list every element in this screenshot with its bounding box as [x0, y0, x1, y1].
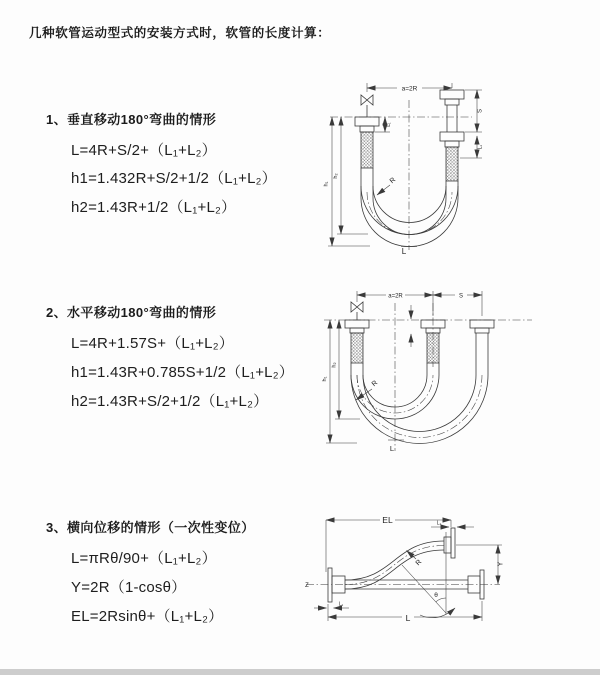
- section-1-formula-l: L=4R+S/2+（L₁+L₂）: [71, 142, 217, 159]
- dim-l1-bottom-label: L₁: [338, 601, 344, 608]
- section-2-formula-h1: h1=1.43R+0.785S+1/2（L₁+L₂）: [71, 364, 294, 381]
- dim-el-label: EL: [382, 514, 393, 525]
- diagram-vertical-180-bend: [310, 74, 530, 256]
- section-1-heading: 1、垂直移动180°弯曲的情形: [46, 112, 217, 127]
- axis-mark-label: Z: [305, 583, 309, 589]
- dim-h2-label: h₂: [333, 173, 339, 179]
- section-2-formula-l: L=4R+1.57S+（L₁+L₂）: [71, 335, 234, 352]
- section-1-formula-h1: h1=1.432R+S/2+1/2（L₁+L₂）: [71, 170, 277, 187]
- dim-h2-label: h₂: [331, 362, 338, 368]
- diagram-lateral-displacement: [298, 502, 598, 647]
- dim-l-label: L: [405, 612, 411, 623]
- page-title: 几种软管运动型式的安装方式时，软管的长度计算：: [29, 26, 331, 40]
- dim-s-label: S: [458, 293, 464, 300]
- section-2-heading: 2、水平移动180°弯曲的情形: [46, 305, 217, 320]
- section-3-formula-y: Y=2R（1-cosθ）: [71, 579, 187, 596]
- section-1-formula-h2: h2=1.43R+1/2（L₁+L₂）: [71, 199, 237, 216]
- radius-label: R: [388, 176, 398, 186]
- section-2-formula-h2: h2=1.43R+S/2+1/2（L₁+L₂）: [71, 393, 269, 410]
- dimension-lines: [326, 291, 482, 443]
- dim-a2r-label: a=2R: [401, 85, 418, 93]
- diagram-horizontal-180-bend: [312, 287, 597, 457]
- valve-icon: [351, 302, 363, 320]
- left-flange: [328, 568, 345, 602]
- dim-h1-label: h₁: [323, 181, 330, 187]
- valve-icon: [361, 95, 373, 117]
- hose-body: [351, 333, 488, 444]
- dim-l1-left-label: L₁: [386, 122, 392, 127]
- section-3-formula-l: L=πRθ/90+（L₁+L₂）: [71, 550, 217, 567]
- middle-flange-fitting: [421, 320, 445, 363]
- radius-label: R: [370, 379, 380, 389]
- dim-l1-right-label: L₁: [477, 144, 484, 150]
- right-flange-fitting: [440, 90, 464, 181]
- dim-a2r-label: a=2R: [388, 293, 403, 300]
- dim-labels: [305, 515, 504, 623]
- centerlines: [306, 546, 500, 585]
- section-3-heading: 3、横向位移的情形（一次性变位）: [46, 520, 255, 535]
- dim-labels: [324, 85, 484, 256]
- length-label: L: [401, 247, 407, 256]
- length-label: L: [389, 444, 395, 453]
- left-flange-fitting: [355, 117, 379, 168]
- left-flange-fitting: [345, 320, 369, 363]
- hose-straight-position: [345, 580, 468, 589]
- angle-theta-label: θ: [434, 592, 438, 599]
- hose-body: [361, 168, 458, 247]
- construction-lines: [402, 532, 455, 618]
- centerlines: [324, 303, 532, 451]
- section-3-formula-el: EL=2Rsinθ+（L₁+L₂）: [71, 608, 224, 625]
- dim-y-label: Y: [497, 561, 505, 567]
- dim-h1-label: h₁: [322, 376, 328, 382]
- dim-s-label: S: [477, 108, 484, 114]
- dim-labels: [322, 293, 463, 453]
- page-bottom-edge: [0, 669, 600, 675]
- dim-l1-top-label: L₁: [436, 520, 442, 527]
- radius-label: R: [414, 558, 424, 568]
- right-flange-fitting: [470, 320, 494, 333]
- upper-right-flange: [444, 528, 455, 558]
